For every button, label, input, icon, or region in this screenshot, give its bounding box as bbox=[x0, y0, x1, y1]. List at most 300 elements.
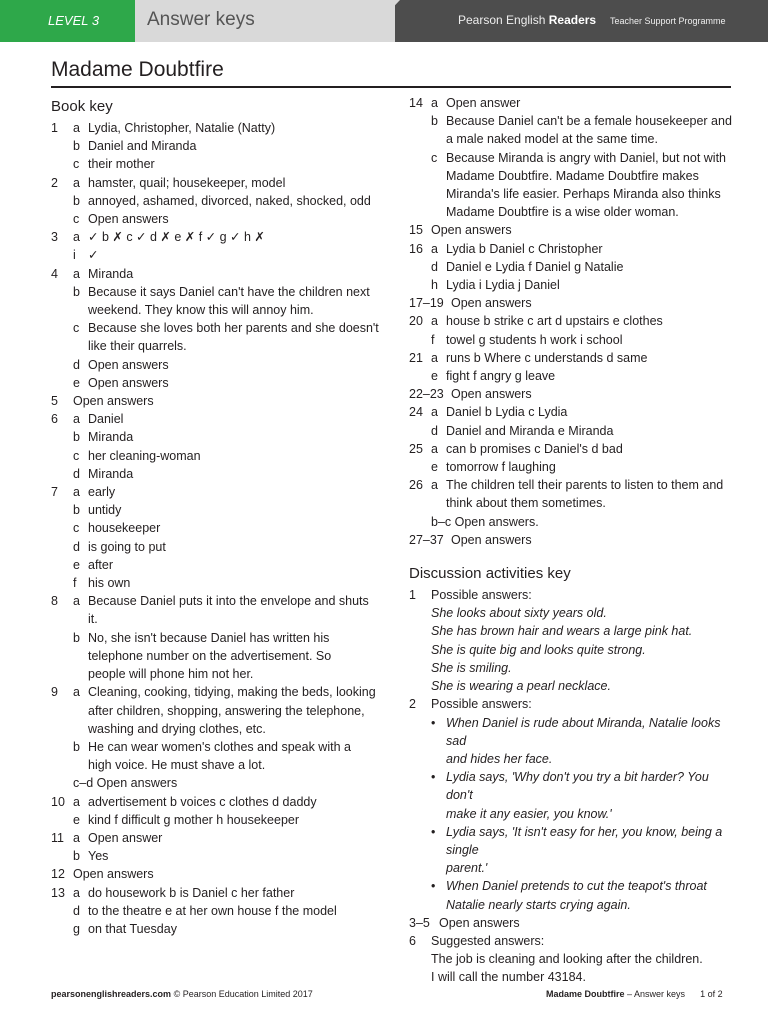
answer-letter: e bbox=[431, 460, 438, 475]
item-number: 1 bbox=[409, 588, 416, 603]
answer-text: c–d Open answers bbox=[73, 776, 178, 791]
answer-number: 17–19 bbox=[409, 296, 444, 311]
answer-letter: c bbox=[73, 157, 80, 172]
answer-number: 12 bbox=[51, 867, 65, 882]
answer-line bbox=[409, 458, 734, 476]
answer-number bbox=[409, 112, 431, 130]
answer-text: ✓ b ✗ c ✓ d ✗ e ✗ f ✓ g ✓ h ✗ bbox=[88, 230, 265, 245]
answer-text: Open answers bbox=[451, 296, 532, 311]
answer-letter: b bbox=[73, 630, 80, 645]
answer-line bbox=[51, 865, 381, 883]
answer-text: Miranda bbox=[88, 466, 134, 481]
answer-letter: a bbox=[73, 412, 80, 427]
answer-letter: f bbox=[73, 576, 77, 591]
answer-text: it. bbox=[88, 612, 98, 627]
answer-number: 7 bbox=[51, 485, 58, 500]
answer-number: 27–37 bbox=[409, 532, 444, 547]
answer-line bbox=[51, 447, 381, 465]
answer-number: 24 bbox=[409, 405, 423, 420]
answer-number bbox=[51, 501, 73, 519]
answer-line bbox=[51, 774, 381, 792]
answer-text: his own bbox=[88, 576, 131, 591]
answer-text: Madame Doubtfire. Madame Doubtfire makes bbox=[446, 168, 699, 183]
answer-number bbox=[51, 720, 73, 738]
answer-letter: a bbox=[73, 485, 80, 500]
brand-bold: Readers bbox=[548, 13, 597, 27]
answer-text: Because it says Daniel can't have the children next bbox=[88, 284, 370, 299]
answer-number: 15 bbox=[409, 223, 423, 238]
answer-letter: e bbox=[73, 557, 80, 572]
answer-number bbox=[51, 301, 73, 319]
answer-letter: c bbox=[73, 321, 80, 336]
answer-number: 9 bbox=[51, 685, 58, 700]
answer-line bbox=[51, 246, 381, 264]
answer-line bbox=[51, 720, 381, 738]
answer-letter: b bbox=[73, 193, 80, 208]
answer-number bbox=[51, 137, 73, 155]
answer-letter: a bbox=[431, 405, 438, 420]
answer-text: Daniel and Miranda bbox=[88, 139, 197, 154]
answer-number: 20 bbox=[409, 314, 423, 329]
possible-answer: She has brown hair and wears a large pink hat. bbox=[431, 624, 693, 639]
answer-number bbox=[51, 447, 73, 465]
bullet-text: Lydia says, 'Why don't you try a bit harder? You don't bbox=[446, 770, 709, 803]
item-number: 6 bbox=[409, 933, 416, 948]
answer-number: 10 bbox=[51, 794, 65, 809]
programme-label: Teacher Support Programme bbox=[610, 16, 726, 26]
answer-line bbox=[51, 829, 381, 847]
answer-number bbox=[409, 367, 431, 385]
answer-letter bbox=[431, 185, 446, 203]
answer-number: 21 bbox=[409, 350, 423, 365]
item-number: 2 bbox=[409, 697, 416, 712]
answer-letter bbox=[431, 494, 446, 512]
bullet-text: Natalie nearly starts crying again. bbox=[446, 897, 631, 912]
answer-number bbox=[409, 258, 431, 276]
answer-text: her cleaning-woman bbox=[88, 448, 201, 463]
answer-letter: e bbox=[431, 369, 438, 384]
answer-line bbox=[409, 476, 734, 494]
answer-letter: a bbox=[73, 121, 80, 135]
answer-text: annoyed, ashamed, divorced, naked, shocked, odd bbox=[88, 193, 371, 208]
answer-line bbox=[51, 538, 381, 556]
answer-letter: e bbox=[73, 375, 80, 390]
answer-line bbox=[409, 294, 734, 312]
answer-line bbox=[51, 592, 381, 610]
answer-letter: a bbox=[73, 230, 80, 245]
answer-line bbox=[51, 756, 381, 774]
item-text: Open answers bbox=[439, 915, 520, 930]
answer-number bbox=[51, 610, 73, 628]
answer-number bbox=[51, 920, 73, 938]
answer-text: their mother bbox=[88, 157, 155, 172]
answer-line bbox=[409, 385, 734, 403]
answer-text: Lydia, Christopher, Natalie (Natty) bbox=[88, 121, 276, 135]
answer-letter bbox=[431, 203, 446, 221]
answer-text: Open answer bbox=[446, 96, 521, 110]
bullet-spacer bbox=[431, 805, 446, 823]
answer-number: 16 bbox=[409, 241, 423, 256]
answer-text: Open answers bbox=[88, 212, 169, 227]
answer-line bbox=[409, 130, 734, 148]
item-label: Possible answers: bbox=[431, 697, 532, 712]
brand-prefix: Pearson English bbox=[458, 13, 549, 27]
answer-text: Because Daniel can't be a female housekeeper and bbox=[446, 114, 732, 129]
answer-letter: d bbox=[73, 466, 80, 481]
answer-number: 13 bbox=[51, 885, 65, 900]
item-label: Possible answers: bbox=[431, 588, 532, 603]
answer-text: a male naked model at the same time. bbox=[446, 132, 658, 147]
discussion-6-answers bbox=[409, 950, 734, 986]
answer-text: can b promises c Daniel's d bad bbox=[446, 441, 623, 456]
answer-line bbox=[51, 428, 381, 446]
answer-text: Open answers bbox=[431, 223, 512, 238]
answer-line bbox=[409, 440, 734, 458]
bullet-line bbox=[409, 768, 734, 804]
answer-number bbox=[51, 774, 73, 792]
answer-line bbox=[51, 702, 381, 720]
answer-number bbox=[51, 756, 73, 774]
answer-line bbox=[51, 210, 381, 228]
answer-letter: a bbox=[73, 594, 80, 609]
answer-line bbox=[409, 185, 734, 203]
bullet-icon: • bbox=[431, 770, 436, 785]
answer-number: 22–23 bbox=[409, 387, 444, 402]
answer-letter: d bbox=[73, 357, 80, 372]
answer-letter: d bbox=[73, 903, 80, 918]
answer-text: house b strike c art d upstairs e clothes bbox=[446, 314, 663, 329]
answer-letter: a bbox=[73, 830, 80, 845]
page-title: Madame Doubtfire bbox=[51, 58, 224, 81]
answer-number bbox=[409, 513, 431, 531]
answer-text: Miranda bbox=[88, 430, 134, 445]
answer-number bbox=[409, 203, 431, 221]
discussion-item-2 bbox=[409, 695, 734, 713]
answer-text: Open answers bbox=[73, 394, 154, 409]
answer-letter: c bbox=[73, 448, 80, 463]
answer-text: Yes bbox=[88, 849, 109, 864]
book-key-continued-list bbox=[409, 94, 734, 549]
bullet-text: parent.' bbox=[446, 861, 488, 876]
answer-number: 8 bbox=[51, 594, 58, 609]
answer-letter: i bbox=[73, 248, 76, 263]
answer-line bbox=[51, 793, 381, 811]
answer-letter: a bbox=[73, 266, 80, 281]
answer-text: b–c Open answers. bbox=[431, 514, 539, 529]
possible-answer: She is quite big and looks quite strong. bbox=[431, 642, 646, 657]
answer-line bbox=[51, 119, 381, 137]
answer-line bbox=[51, 410, 381, 428]
bullet-line bbox=[409, 877, 734, 895]
answer-letter: a bbox=[73, 794, 80, 809]
answer-letter bbox=[73, 301, 88, 319]
answer-line bbox=[51, 574, 381, 592]
answer-letter: a bbox=[73, 885, 80, 900]
answer-number bbox=[51, 647, 73, 665]
answer-number bbox=[409, 494, 431, 512]
answer-number bbox=[51, 519, 73, 537]
answer-line bbox=[51, 465, 381, 483]
answer-line bbox=[409, 367, 734, 385]
answer-line bbox=[51, 847, 381, 865]
bullet-spacer bbox=[431, 859, 446, 877]
answer-text: ✓ bbox=[88, 248, 99, 263]
answer-text: Daniel bbox=[88, 412, 124, 427]
answer-line bbox=[51, 683, 381, 701]
answer-number: 11 bbox=[51, 830, 64, 845]
answer-letter: d bbox=[431, 423, 438, 438]
answer-text: The children tell their parents to listen to them and bbox=[446, 478, 724, 493]
answer-line bbox=[409, 240, 734, 258]
answer-text: Lydia b Daniel c Christopher bbox=[446, 241, 603, 256]
answer-line bbox=[51, 884, 381, 902]
answer-letter: b bbox=[73, 503, 80, 518]
item-number: 3–5 bbox=[409, 915, 430, 930]
brand-band-wedge bbox=[360, 0, 400, 42]
answer-line bbox=[51, 647, 381, 665]
right-column bbox=[409, 94, 734, 987]
answer-text: like their quarrels. bbox=[88, 339, 187, 354]
answer-number bbox=[51, 629, 73, 647]
doc-type-label: Answer keys bbox=[147, 9, 255, 30]
answer-text: weekend. They know this will annoy him. bbox=[88, 303, 314, 318]
possible-answer: She is wearing a pearl necklace. bbox=[431, 679, 611, 694]
answer-text: Open answers bbox=[451, 532, 532, 547]
answer-text: after children, shopping, answering the telephone, bbox=[88, 703, 365, 718]
answer-line bbox=[51, 556, 381, 574]
answer-text: high voice. He must shave a lot. bbox=[88, 758, 266, 773]
answer-text: telephone number on the advertisement. So bbox=[88, 648, 332, 663]
answer-number bbox=[51, 465, 73, 483]
answer-number bbox=[51, 192, 73, 210]
answer-number bbox=[409, 130, 431, 148]
bullet-line bbox=[409, 714, 734, 750]
answer-text: Miranda bbox=[88, 266, 134, 281]
suggested-answer: I will call the number 43184. bbox=[431, 970, 586, 985]
brand-name bbox=[458, 13, 596, 27]
answer-line bbox=[409, 422, 734, 440]
answer-text: fight f angry g leave bbox=[446, 369, 556, 384]
answer-line bbox=[51, 629, 381, 647]
answer-text: early bbox=[88, 485, 116, 500]
answer-text: think about them sometimes. bbox=[446, 496, 606, 511]
answer-text: people will phone him not her. bbox=[88, 667, 254, 682]
discussion-1-answers bbox=[409, 604, 734, 695]
answer-letter: a bbox=[431, 350, 438, 365]
answer-number bbox=[51, 665, 73, 683]
answer-letter bbox=[73, 665, 88, 683]
answer-line bbox=[51, 483, 381, 501]
book-key-heading: Book key bbox=[51, 98, 113, 115]
answer-line bbox=[51, 356, 381, 374]
answer-text: Open answer bbox=[88, 830, 163, 845]
answer-number bbox=[51, 538, 73, 556]
answer-text: after bbox=[88, 557, 114, 572]
book-key-column bbox=[51, 96, 381, 938]
answer-text: Lydia i Lydia j Daniel bbox=[446, 278, 560, 293]
answer-line bbox=[409, 349, 734, 367]
answer-number: 26 bbox=[409, 478, 423, 493]
answer-text: Open answers bbox=[88, 357, 169, 372]
bullet-text: and hides her face. bbox=[446, 751, 553, 766]
discussion-2-answers bbox=[409, 714, 734, 914]
bullet-text: Lydia says, 'It isn't easy for her, you know, being a single bbox=[446, 824, 723, 857]
answer-letter: a bbox=[73, 175, 80, 190]
bullet-line bbox=[409, 805, 734, 823]
footer-left bbox=[51, 989, 313, 999]
answer-number bbox=[51, 210, 73, 228]
answer-number bbox=[51, 337, 73, 355]
item-label: Suggested answers: bbox=[431, 933, 545, 948]
answer-number bbox=[409, 276, 431, 294]
book-key-list bbox=[51, 119, 381, 938]
answer-number: 25 bbox=[409, 441, 423, 456]
answer-letter bbox=[73, 647, 88, 665]
answer-line bbox=[51, 665, 381, 683]
bullet-spacer bbox=[431, 750, 446, 768]
level-badge bbox=[0, 0, 135, 42]
answer-text: Open answers bbox=[451, 387, 532, 402]
answer-letter bbox=[73, 720, 88, 738]
bullet-text: When Daniel pretends to cut the teapot's throat bbox=[446, 879, 707, 894]
answer-line bbox=[409, 494, 734, 512]
answer-line bbox=[51, 155, 381, 173]
answer-line bbox=[409, 331, 734, 349]
discussion-item-3-5 bbox=[409, 914, 734, 932]
suggested-answer: The job is cleaning and looking after the children. bbox=[431, 952, 703, 967]
answer-line bbox=[51, 192, 381, 210]
level-label: LEVEL 3 bbox=[48, 13, 100, 28]
answer-text: No, she isn't because Daniel has written his bbox=[88, 630, 330, 645]
footer-page-number: 1 of 2 bbox=[700, 989, 723, 999]
answer-number bbox=[51, 702, 73, 720]
answer-number: 2 bbox=[51, 175, 58, 190]
answer-number bbox=[51, 319, 73, 337]
answer-letter: b bbox=[73, 430, 80, 445]
answer-line bbox=[51, 137, 381, 155]
answer-text: Madame Doubtfire is a wise older woman. bbox=[446, 205, 679, 220]
answer-number bbox=[51, 155, 73, 173]
answer-line bbox=[51, 374, 381, 392]
footer-doc-suffix: – Answer keys bbox=[624, 989, 686, 999]
bullet-text: When Daniel is rude about Miranda, Natalie looks sad bbox=[446, 715, 721, 748]
answer-text: kind f difficult g mother h housekeeper bbox=[88, 812, 300, 827]
answer-line bbox=[51, 228, 381, 246]
answer-number bbox=[409, 422, 431, 440]
answer-line bbox=[51, 738, 381, 756]
answer-text: Open answers bbox=[73, 867, 154, 882]
answer-text: to the theatre e at her own house f the model bbox=[88, 903, 337, 918]
answer-letter: b bbox=[73, 739, 80, 754]
answer-letter: c bbox=[73, 212, 80, 227]
answer-line bbox=[409, 167, 734, 185]
bullet-line bbox=[409, 896, 734, 914]
answer-line bbox=[51, 920, 381, 938]
answer-letter: d bbox=[73, 539, 80, 554]
answer-letter: b bbox=[73, 849, 80, 864]
answer-number bbox=[51, 847, 73, 865]
answer-line bbox=[409, 94, 734, 112]
answer-number: 4 bbox=[51, 266, 58, 281]
footer-site-link[interactable]: pearsonenglishreaders.com bbox=[51, 989, 172, 999]
answer-number bbox=[51, 811, 73, 829]
answer-line bbox=[51, 265, 381, 283]
answer-letter: f bbox=[431, 332, 435, 347]
answer-letter: h bbox=[431, 278, 438, 293]
answer-letter: a bbox=[431, 241, 438, 256]
answer-letter: a bbox=[431, 441, 438, 456]
answer-letter: a bbox=[431, 314, 438, 329]
answer-letter: b bbox=[73, 139, 80, 154]
answer-letter: a bbox=[431, 478, 438, 493]
answer-line bbox=[51, 902, 381, 920]
answer-letter bbox=[73, 610, 88, 628]
answer-letter: d bbox=[431, 259, 438, 274]
discussion-item-6 bbox=[409, 932, 734, 950]
answer-line bbox=[51, 337, 381, 355]
answer-line bbox=[51, 174, 381, 192]
answer-line bbox=[409, 112, 734, 130]
answer-text: Open answers bbox=[88, 375, 169, 390]
answer-text: on that Tuesday bbox=[88, 921, 177, 936]
answer-letter: b bbox=[431, 114, 438, 129]
discussion-heading: Discussion activities key bbox=[409, 565, 571, 583]
answer-letter bbox=[73, 702, 88, 720]
bullet-line bbox=[409, 859, 734, 877]
answer-number bbox=[409, 185, 431, 203]
answer-text: untidy bbox=[88, 503, 122, 518]
answer-text: is going to put bbox=[88, 539, 166, 554]
answer-text: hamster, quail; housekeeper, model bbox=[88, 175, 286, 190]
answer-number bbox=[51, 428, 73, 446]
bullet-icon: • bbox=[431, 824, 436, 839]
answer-letter bbox=[73, 756, 88, 774]
answer-number bbox=[51, 283, 73, 301]
answer-line bbox=[51, 501, 381, 519]
answer-letter: b bbox=[73, 284, 80, 299]
answer-letter: c bbox=[73, 521, 80, 536]
answer-line bbox=[51, 392, 381, 410]
answer-number bbox=[409, 458, 431, 476]
discussion-item-1 bbox=[409, 586, 734, 604]
answer-text: do housework b is Daniel c her father bbox=[88, 885, 295, 900]
answer-letter: a bbox=[431, 96, 438, 110]
title-divider bbox=[51, 86, 731, 88]
bullet-line bbox=[409, 750, 734, 768]
answer-line bbox=[51, 319, 381, 337]
answer-text: washing and drying clothes, etc. bbox=[88, 721, 266, 736]
answer-text: tomorrow f laughing bbox=[446, 460, 556, 475]
answer-number: 5 bbox=[51, 394, 58, 409]
answer-number: 14 bbox=[409, 96, 423, 110]
answer-number bbox=[51, 356, 73, 374]
answer-line bbox=[409, 203, 734, 221]
answer-line bbox=[51, 610, 381, 628]
answer-line bbox=[51, 301, 381, 319]
answer-line bbox=[51, 519, 381, 537]
bullet-text: make it any easier, you know.' bbox=[446, 806, 612, 821]
footer-copyright: © Pearson Education Limited 2017 bbox=[173, 989, 313, 999]
answer-number: 1 bbox=[51, 121, 58, 135]
answer-text: towel g students h work i school bbox=[446, 332, 623, 347]
answer-line bbox=[51, 811, 381, 829]
answer-line bbox=[409, 312, 734, 330]
answer-letter bbox=[431, 130, 446, 148]
answer-number bbox=[409, 331, 431, 349]
answer-number bbox=[409, 167, 431, 185]
bullet-spacer bbox=[431, 896, 446, 914]
answer-letter: c bbox=[431, 150, 438, 165]
